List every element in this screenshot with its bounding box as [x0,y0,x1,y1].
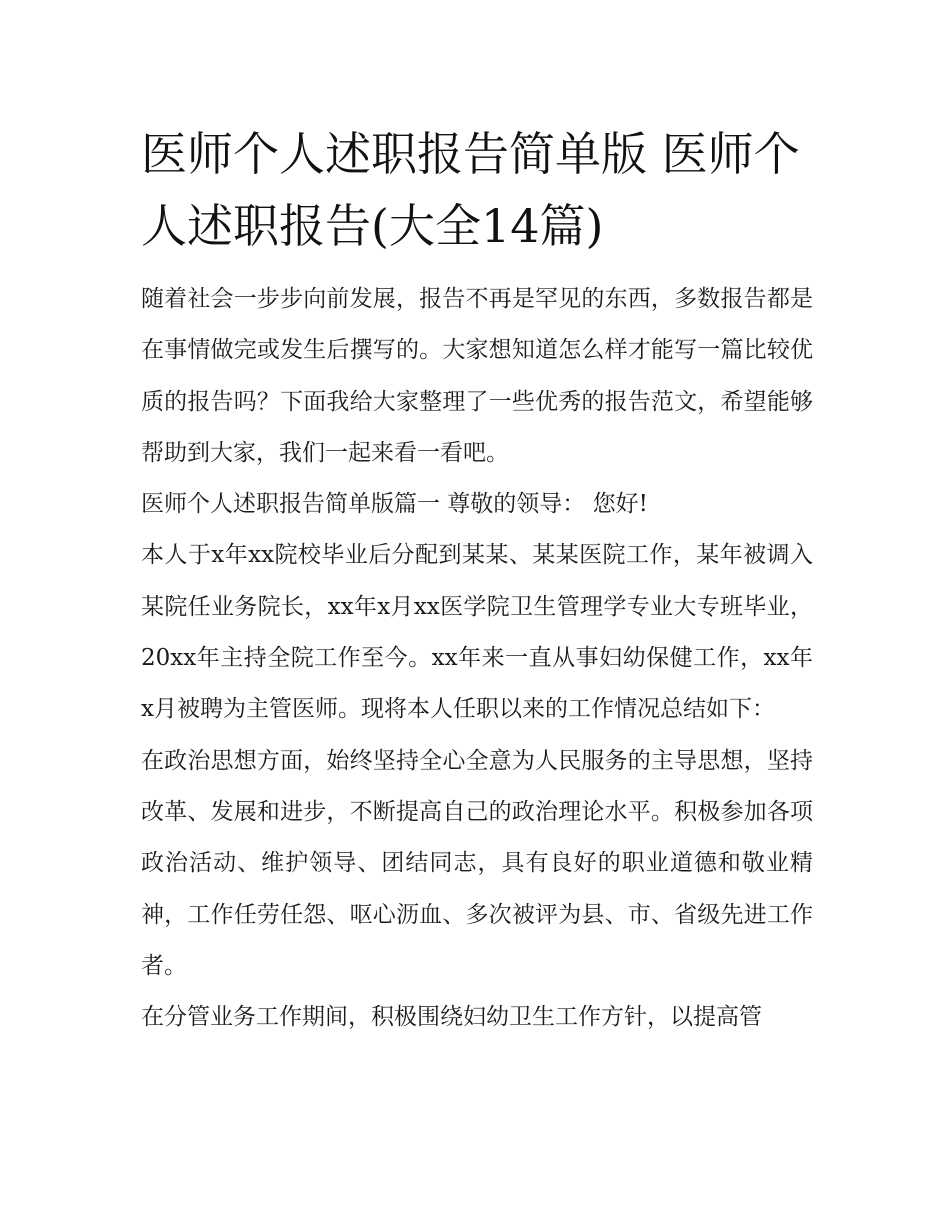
business-work-paragraph: 在分管业务工作期间，积极围绕妇幼卫生工作方针，以提高管 [141,1004,762,1031]
section-heading-paragraph: 医师个人述职报告简单版篇一 尊敬的领导： 您好! [141,491,648,518]
document-content [141,118,813,1043]
document-title: 医师个人述职报告简单版 医师个人述职报告(大全14篇) [141,127,800,253]
document-body [141,274,813,1043]
political-thought-paragraph: 在政治思想方面，始终坚持全心全意为人民服务的主导思想，坚持改革、发展和进步，不断提高自己的政治理论水平。积极参加各项政治活动、维护领导、团结同志，具有良好的职业道德和敬业精神，工作任劳任怨、呕心沥血、多次被评为县、市、省级先进工作者。 [141,747,813,979]
intro-paragraph: 随着社会一步步向前发展，报告不再是罕见的东西，多数报告都是在事情做完或发生后撰写的。大家想知道怎么样才能写一篇比较优质的报告吗？下面我给大家整理了一些优秀的报告范文，希望能够帮助到大家，我们一起来看一看吧。 [141,286,813,466]
background-paragraph: 本人于x年xx院校毕业后分配到某某、某某医院工作，某年被调入某院任业务院长，xx年x月xx医学院卫生管理学专业大专班毕业，20xx年主持全院工作至今。xx年来一直从事妇幼保健工作，xx年x月被聘为主管医师。现将本人任职以来的工作情况总结如下： [141,542,813,723]
